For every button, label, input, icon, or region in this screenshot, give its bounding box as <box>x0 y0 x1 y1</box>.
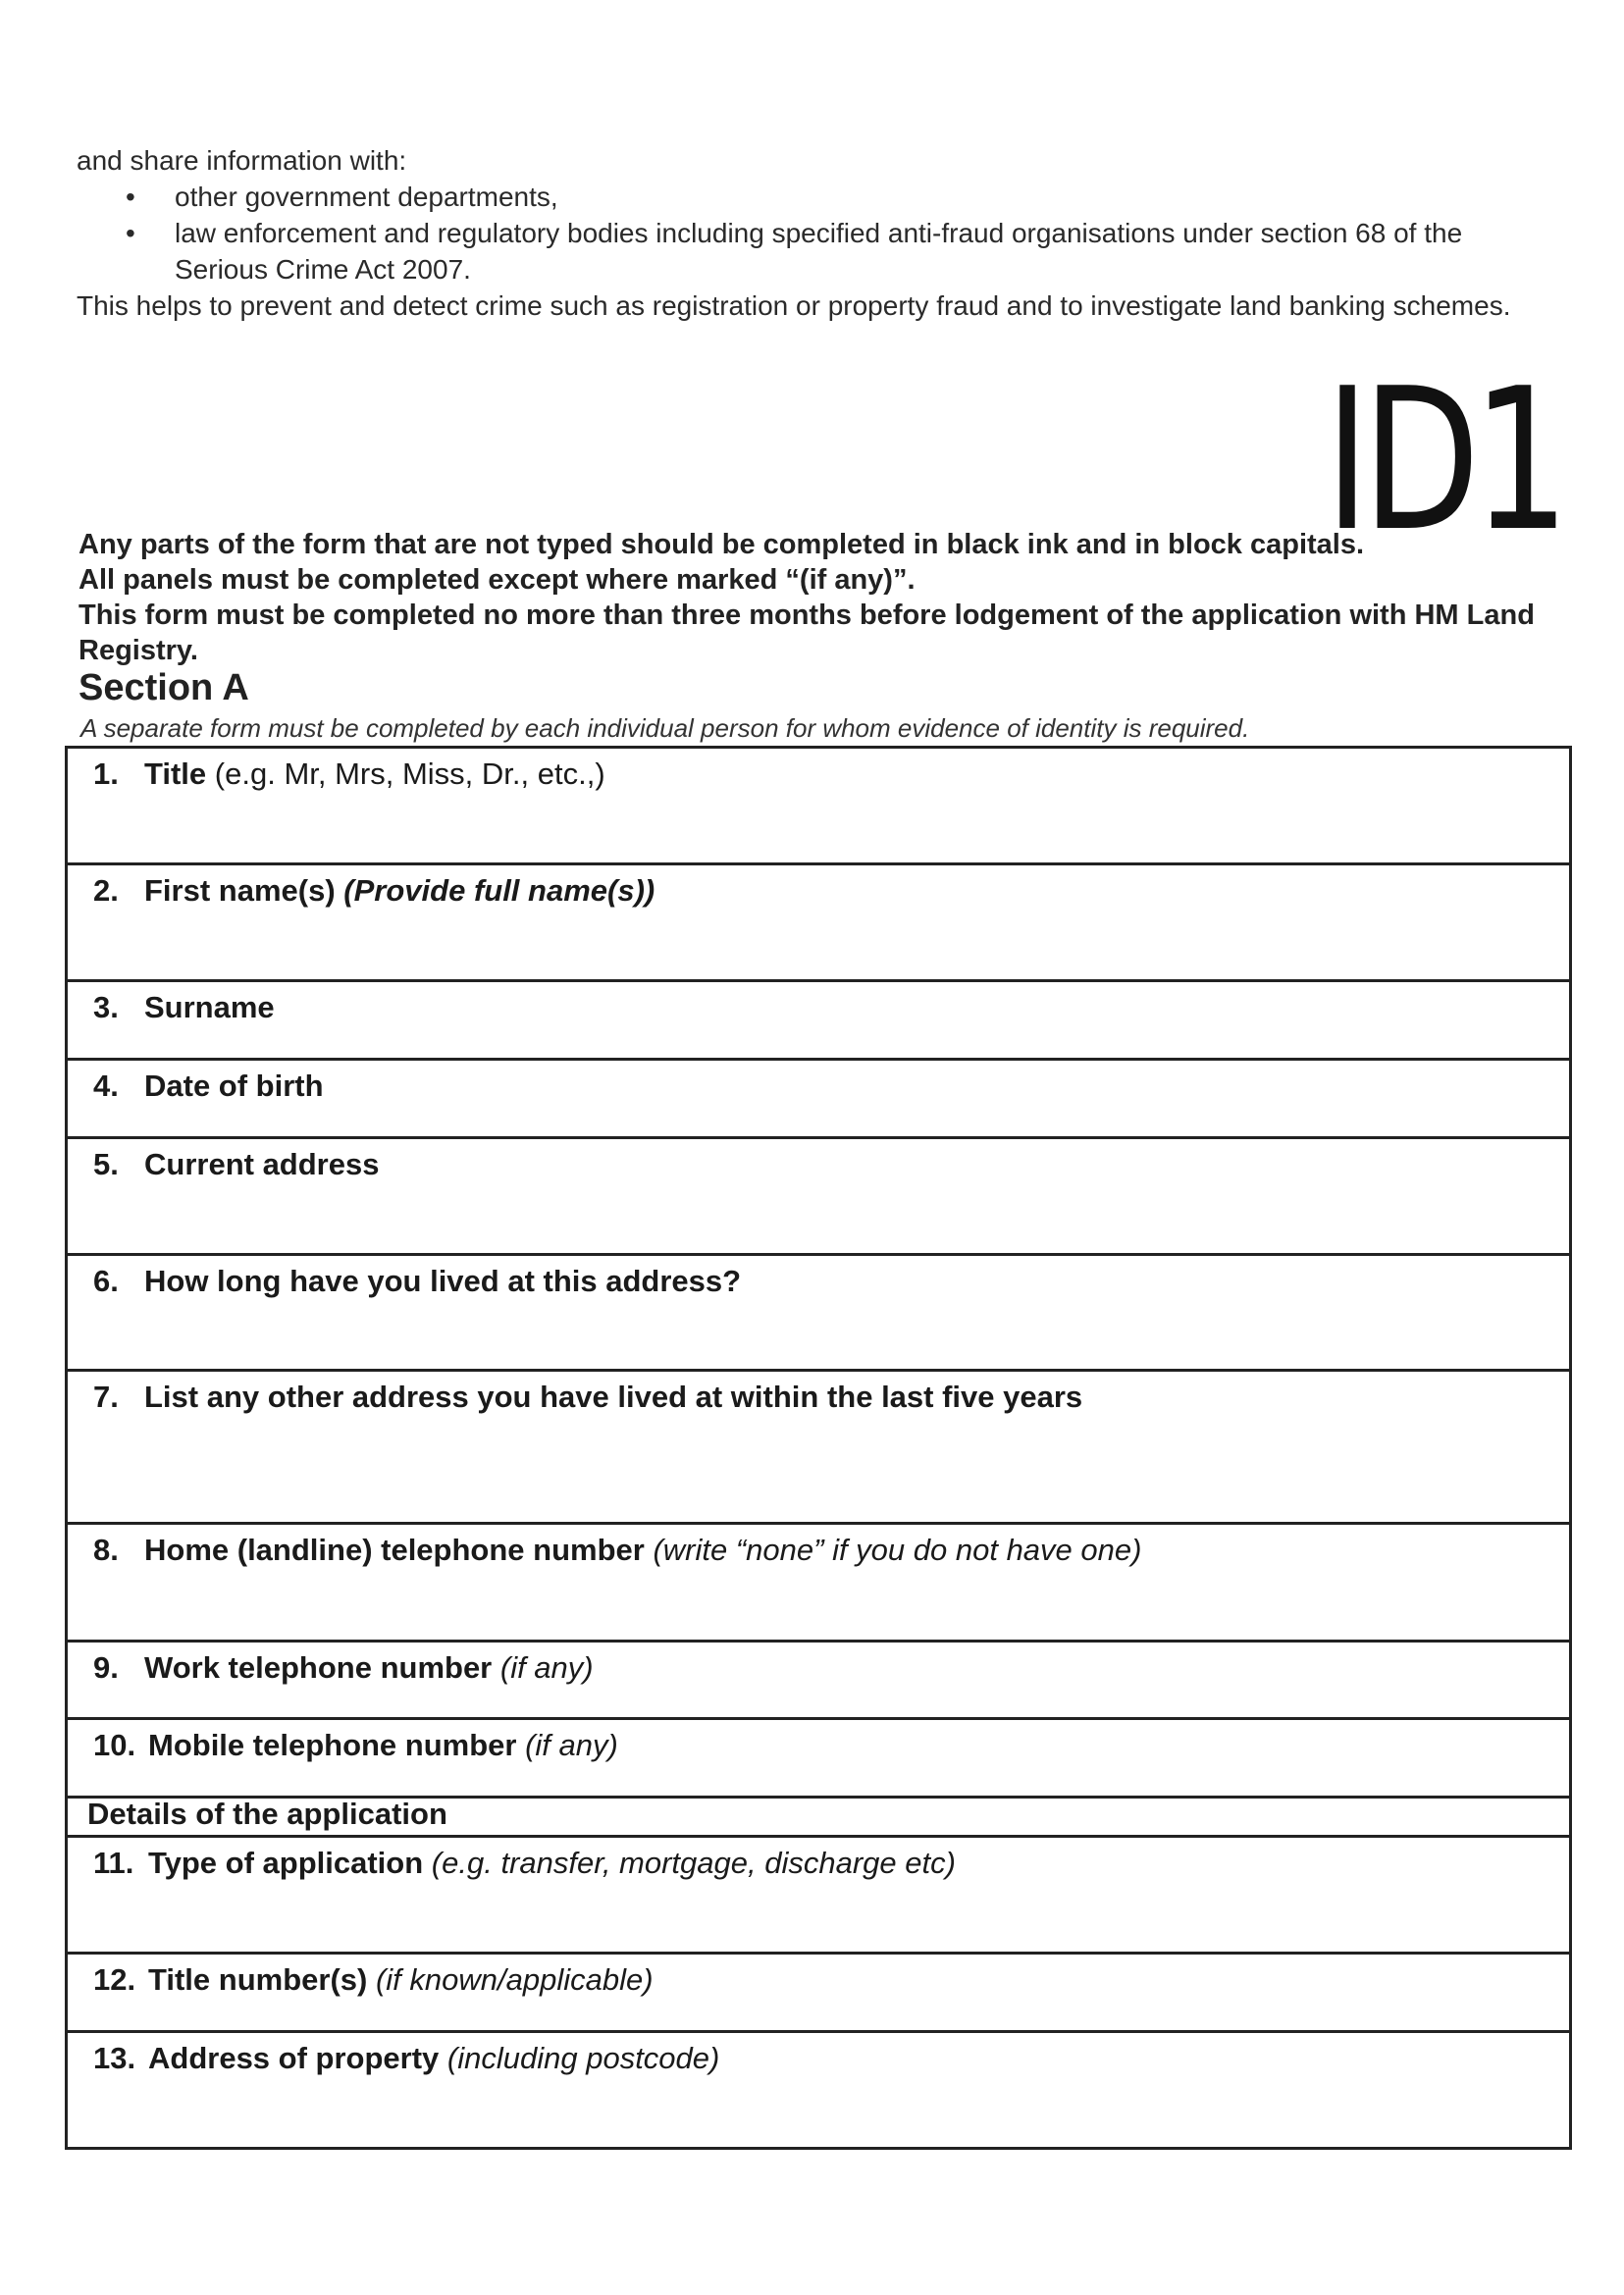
bullet-icon: • <box>126 182 135 212</box>
intro-line-2: This helps to prevent and detect crime such as registration or property fraud and to investigate land banking schemes. <box>77 290 1511 321</box>
field-label: Home (landline) telephone number <box>144 1533 645 1567</box>
field-number: 12. <box>93 1962 136 1997</box>
field-hint: (if known/applicable) <box>375 1962 654 1997</box>
field-title-numbers[interactable] <box>65 1952 1572 2030</box>
field-number: 13. <box>93 2041 136 2075</box>
field-label: Title <box>144 756 207 791</box>
field-label: Title number(s) <box>148 1962 368 1997</box>
field-application-type[interactable] <box>65 1835 1572 1952</box>
field-number: 5. <box>93 1147 119 1181</box>
field-label: Mobile telephone number <box>148 1728 517 1762</box>
field-label: Current address <box>144 1147 380 1181</box>
field-number: 9. <box>93 1650 119 1685</box>
field-time-at-address[interactable] <box>65 1253 1572 1369</box>
instruction-line: Any parts of the form that are not typed should be completed in black ink and in block capitals. <box>79 529 1365 560</box>
bullet-list <box>77 179 1548 287</box>
field-hint: (if any) <box>525 1728 618 1762</box>
field-label: List any other address you have lived at within the last five years <box>144 1380 1083 1414</box>
field-first-names[interactable] <box>65 862 1572 979</box>
field-previous-addresses[interactable] <box>65 1369 1572 1522</box>
field-home-telephone[interactable] <box>65 1522 1572 1640</box>
intro-text <box>77 142 1548 324</box>
bullet-icon: • <box>126 218 135 248</box>
field-number: 7. <box>93 1380 119 1414</box>
field-number: 2. <box>93 873 119 908</box>
field-label: Type of application <box>148 1846 424 1880</box>
bullet-item: • law enforcement and regulatory bodies including specified anti-fraud organisations under section 68 of the Serious Crime Act 2007. <box>77 215 1548 287</box>
field-work-telephone[interactable] <box>65 1640 1572 1717</box>
field-hint: (e.g. transfer, mortgage, discharge etc) <box>431 1846 956 1880</box>
field-label: Work telephone number <box>144 1650 493 1685</box>
field-number: 8. <box>93 1533 119 1567</box>
field-label: Address of property <box>148 2041 440 2075</box>
details-header: Details of the application <box>87 1797 447 1831</box>
bullet-item: • other government departments, <box>77 179 1548 215</box>
section-title: Section A <box>79 667 249 708</box>
instructions <box>79 527 1550 668</box>
field-label: Date of birth <box>144 1069 324 1103</box>
field-hint: (Provide full name(s)) <box>343 873 655 908</box>
field-number: 11. <box>93 1846 134 1880</box>
field-hint: (including postcode) <box>446 2041 720 2075</box>
field-label: Surname <box>144 990 275 1024</box>
field-date-of-birth[interactable] <box>65 1058 1572 1136</box>
field-label: First name(s) <box>144 873 336 908</box>
field-number: 1. <box>93 756 119 791</box>
field-number: 3. <box>93 990 119 1024</box>
field-hint: (write “none” if you do not have one) <box>653 1533 1142 1567</box>
instruction-line: This form must be completed no more than three months before lodgement of the application with HM Land Registry. <box>79 600 1535 666</box>
field-label: How long have you lived at this address? <box>144 1264 742 1298</box>
field-title[interactable] <box>65 746 1572 862</box>
field-hint: (e.g. Mr, Mrs, Miss, Dr., etc.,) <box>214 756 605 791</box>
intro-line-1: and share information with: <box>77 145 407 176</box>
field-surname[interactable] <box>65 979 1572 1058</box>
details-header-row <box>65 1796 1572 1835</box>
field-number: 10. <box>93 1728 136 1762</box>
field-number: 6. <box>93 1264 119 1298</box>
field-mobile-telephone[interactable] <box>65 1717 1572 1796</box>
field-property-address[interactable] <box>65 2030 1572 2150</box>
form-id-mark: ID1 <box>1325 346 1562 575</box>
field-number: 4. <box>93 1069 119 1103</box>
section-note: A separate form must be completed by each individual person for whom evidence of identity is required. <box>80 713 1250 743</box>
instruction-line: All panels must be completed except where marked “(if any)”. <box>79 564 916 596</box>
field-current-address[interactable] <box>65 1136 1572 1253</box>
field-hint: (if any) <box>499 1650 594 1685</box>
